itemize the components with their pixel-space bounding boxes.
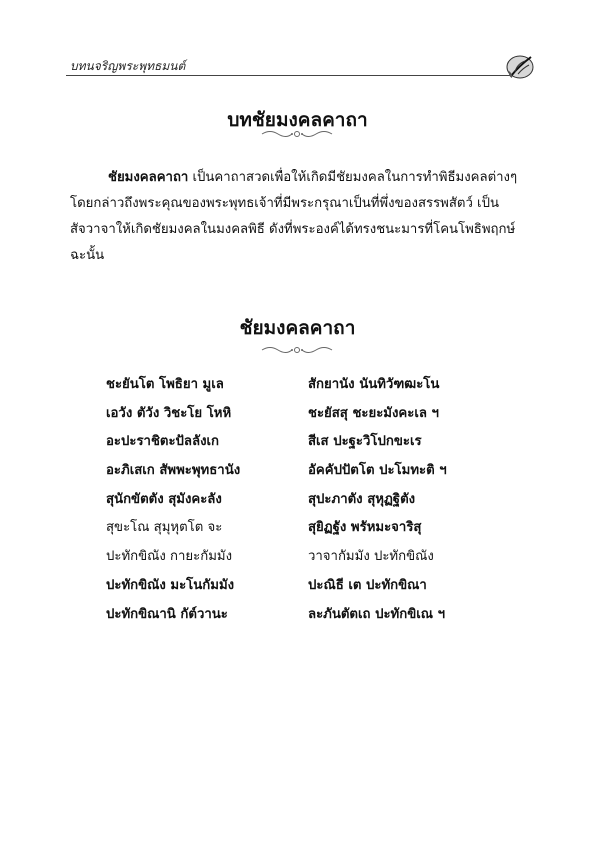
verse-row [106, 603, 526, 632]
chant-verses [106, 373, 526, 631]
verse-left: ปะทักขิณานิ กัต์วานะ [106, 606, 228, 622]
verse-row [106, 459, 526, 488]
intro-bold-term: ชัยมงคลคาถา [108, 170, 189, 185]
verse-right: ชะยัสสุ ชะยะมังคะเล ฯ [308, 405, 439, 421]
verse-row [106, 516, 526, 545]
header-rule [66, 75, 512, 76]
verse-row [106, 402, 526, 431]
verse-left: ปะทักขิณัง กายะกัมมัง [106, 549, 233, 565]
verse-right: สุยิฏฐัง พรัหมะจาริสุ [308, 520, 422, 536]
intro-paragraph [70, 165, 540, 269]
verse-right: ปะณิธี เต ปะทักขิณา [308, 577, 427, 593]
verse-right: วาจากัมมัง ปะทักขิณัง [308, 549, 434, 565]
intro-line-4: ฉะนั้น [70, 248, 105, 263]
verse-left: สุนักขัตตัง สุมังคะลัง [106, 491, 222, 507]
verse-left: อะปะราชิตะปัลลังเก [106, 434, 220, 450]
verse-right: อัคคัปปัตโต ปะโมทะติ ฯ [308, 463, 447, 479]
decorative-flourish-icon [258, 127, 336, 141]
lotus-feather-emblem-icon [503, 52, 537, 82]
verse-right: สักยานัง นันทิวัฑฒะโน [308, 377, 440, 392]
verse-row [106, 545, 526, 574]
verse-left: อะภิเสเก สัพพะพุทธานัง [106, 463, 241, 479]
verse-row [106, 488, 526, 517]
verse-left: ปะทักขิณัง มะโนกัมมัง [106, 577, 235, 593]
verse-left: ชะยันโต โพธิยา มูเล [106, 377, 224, 392]
intro-line-1 [70, 165, 540, 191]
verse-row [106, 430, 526, 459]
intro-line-1-text: เป็นคาถาสวดเพื่อให้เกิดมีชัยมงคลในการทำพิธีมงคลต่างๆ [188, 170, 518, 185]
verse-row [106, 373, 526, 402]
decorative-flourish-icon [258, 343, 336, 357]
verse-right: สุปะภาตัง สุหุฏฐิตัง [308, 491, 416, 507]
verse-right: สีเส ปะฐะวิโปกขะเร [308, 434, 422, 450]
intro-line-2: โดยกล่าวถึงพระคุณของพระพุทธเจ้าที่มีพระกรุณาเป็นที่พึ่งของสรรพสัตว์ เป็น [70, 196, 499, 211]
running-header-title: บทนจริญพระพุทธมนต์ [70, 59, 186, 73]
chant-title: ชัยมงคลคาถา [239, 317, 356, 339]
verse-row [106, 574, 526, 603]
verse-left: สุขะโณ สุมุหุตโต จะ [106, 520, 223, 536]
verse-left: เอวัง ตัวัง วิชะโย โหหิ [106, 405, 232, 421]
verse-right: ละภันตัตเถ ปะทักขิเณ ฯ [308, 606, 445, 622]
section-title: บทชัยมงคลคาถา [227, 109, 368, 131]
intro-line-3: สัจวาจาให้เกิดชัยมงคลในมงคลพิธี ดังที่พระองค์ได้ทรงชนะมารที่โคนโพธิพฤกษ์ [70, 222, 516, 237]
